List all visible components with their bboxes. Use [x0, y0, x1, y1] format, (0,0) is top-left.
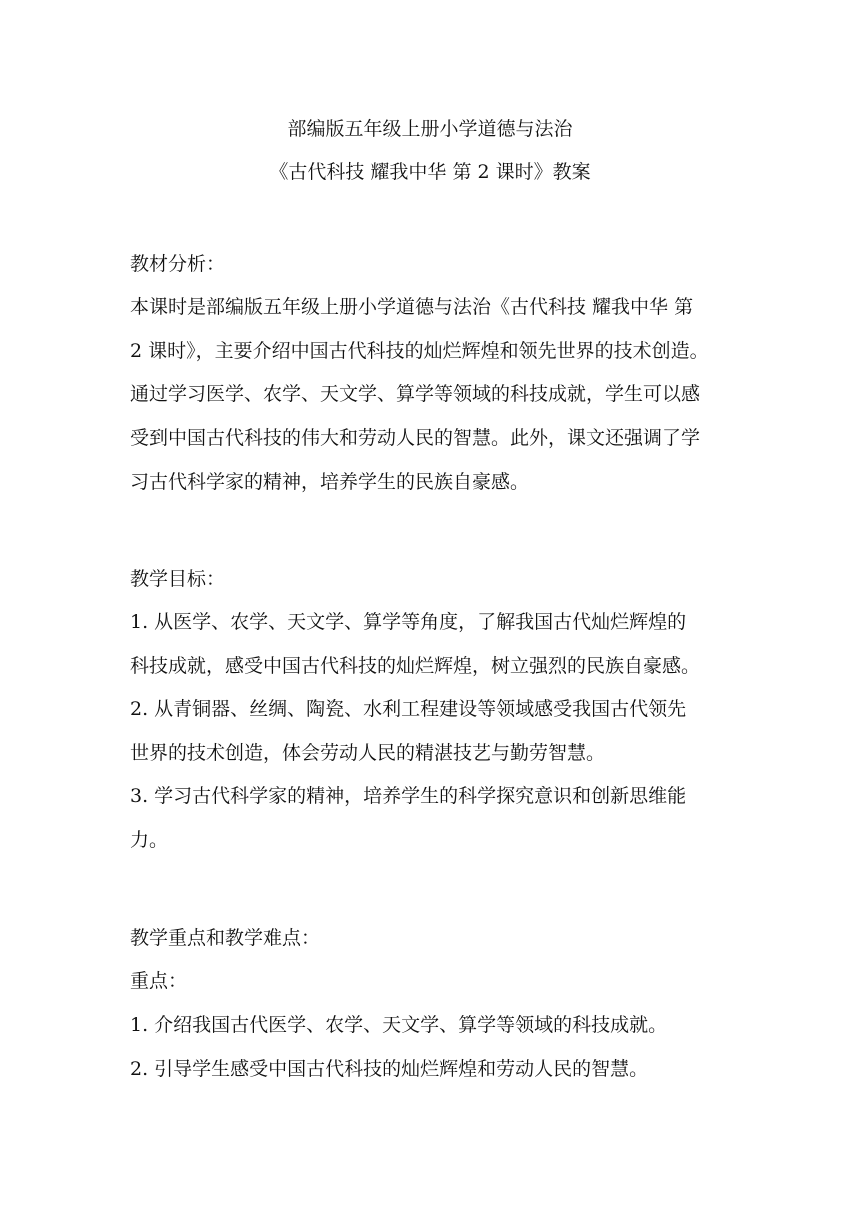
objectives-heading: 教学目标： [130, 568, 226, 590]
analysis-line-1: 本课时是部编版五年级上册小学道德与法治《古代科技 耀我中华 第 [130, 296, 694, 318]
objectives-line-2: 科技成就，感受中国古代科技的灿烂辉煌，树立强烈的民族自豪感。 [130, 655, 701, 677]
analysis-line-5: 习古代科学家的精神，培养学生的民族自豪感。 [130, 471, 530, 493]
analysis-line-3: 通过学习医学、农学、天文学、算学等领域的科技成就，学生可以感 [130, 383, 701, 405]
objectives-line-3: 2. 从青铜器、丝绸、陶瓷、水利工程建设等领域感受我国古代领先 [130, 698, 687, 720]
key-points-line-1: 1. 介绍我国古代医学、农学、天文学、算学等领域的科技成就。 [130, 1014, 668, 1036]
analysis-line-2: 2 课时》，主要介绍中国古代科技的灿烂辉煌和领先世界的技术创造。 [130, 340, 709, 362]
objectives-line-1: 1. 从医学、农学、天文学、算学等角度，了解我国古代灿烂辉煌的 [130, 611, 687, 633]
analysis-heading: 教材分析： [130, 253, 226, 275]
objectives-line-4: 世界的技术创造，体会劳动人民的精湛技艺与勤劳智慧。 [130, 742, 606, 764]
document-title-line-2: 《古代科技 耀我中华 第 2 课时》教案 [269, 161, 591, 183]
key-points-subheading: 重点： [130, 970, 188, 992]
analysis-line-4: 受到中国古代科技的伟大和劳动人民的智慧。此外，课文还强调了学 [130, 427, 701, 449]
objectives-line-5: 3. 学习古代科学家的精神，培养学生的科学探究意识和创新思维能 [130, 785, 687, 807]
objectives-line-6: 力。 [130, 829, 169, 851]
document-title-line-1: 部编版五年级上册小学道德与法治 [287, 118, 573, 140]
key-points-heading: 教学重点和教学难点： [130, 927, 321, 949]
key-points-line-2: 2. 引导学生感受中国古代科技的灿烂辉煌和劳动人民的智慧。 [130, 1058, 649, 1080]
